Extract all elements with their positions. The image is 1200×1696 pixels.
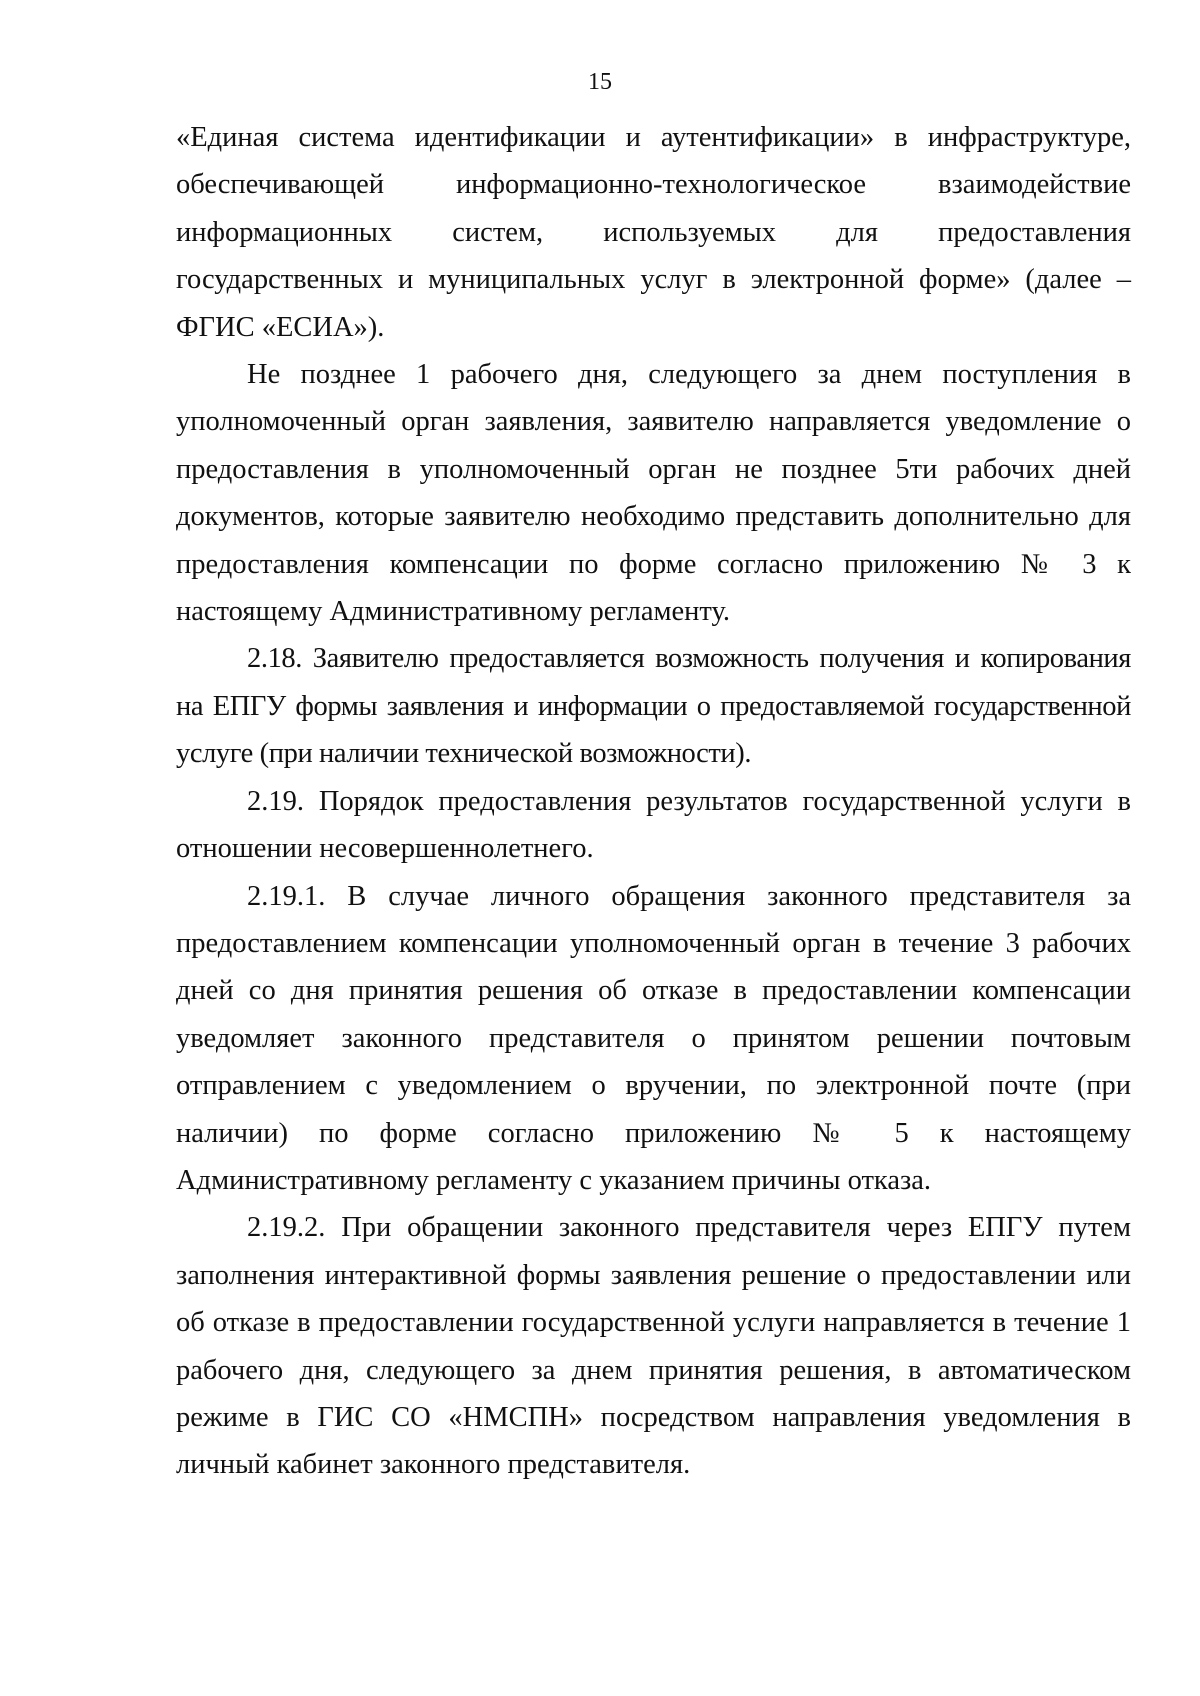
page-number: 15: [588, 69, 612, 95]
document-body: [176, 114, 1131, 1489]
paragraph-2-19-1: 2.19.1. В случае личного обращения законного представителя за предоставлением компенсации уполномоченный орган в течение 3 рабочих дней со дня принятия решения об отказе в предоставлении компенсации уведомляет законного представителя о принятом решении почтовым отправлением с уведомлением о вручении, по электронной почте (при наличии) по форме согласно приложению № 5 к настоящему Административному регламенту с указанием причины отказа.: [176, 880, 1131, 1196]
paragraph-esia-definition: «Единая система идентификации и аутентификации» в инфраструктуре, обеспечивающей информационно-технологическое взаимодействие информационных систем, используемых для предоставления государственных и муниципальных услуг в электронной форме» (далее – ФГИС «ЕСИА»).: [176, 122, 1131, 343]
paragraph-2-19: 2.19. Порядок предоставления результатов государственной услуги в отношении несовершеннолетнего.: [176, 785, 1131, 865]
paragraph-2-18: 2.18. Заявителю предоставляется возможность получения и копирования на ЕПГУ формы заявления и информации о предоставляемой государственной услуге (при наличии технической возможности).: [176, 643, 1131, 770]
paragraph-2-19-2: 2.19.2. При обращении законного представителя через ЕПГУ путем заполнения интерактивной формы заявления решение о предоставлении или об отказе в предоставлении государственной услуги направляется в течение 1 рабочего дня, следующего за днем принятия решения, в автоматическом режиме в ГИС СО «НМСПН» посредством направления уведомления в личный кабинет законного представителя.: [176, 1212, 1131, 1481]
paragraph-notification-deadline: Не позднее 1 рабочего дня, следующего за днем поступления в уполномоченный орган заявления, заявителю направляется уведомление о предоставления в уполномоченный орган не позднее 5ти рабочих дней документов, которые заявителю необходимо представить дополнительно для предоставления компенсации по форме согласно приложению № 3 к настоящему Административному регламенту.: [176, 359, 1131, 628]
